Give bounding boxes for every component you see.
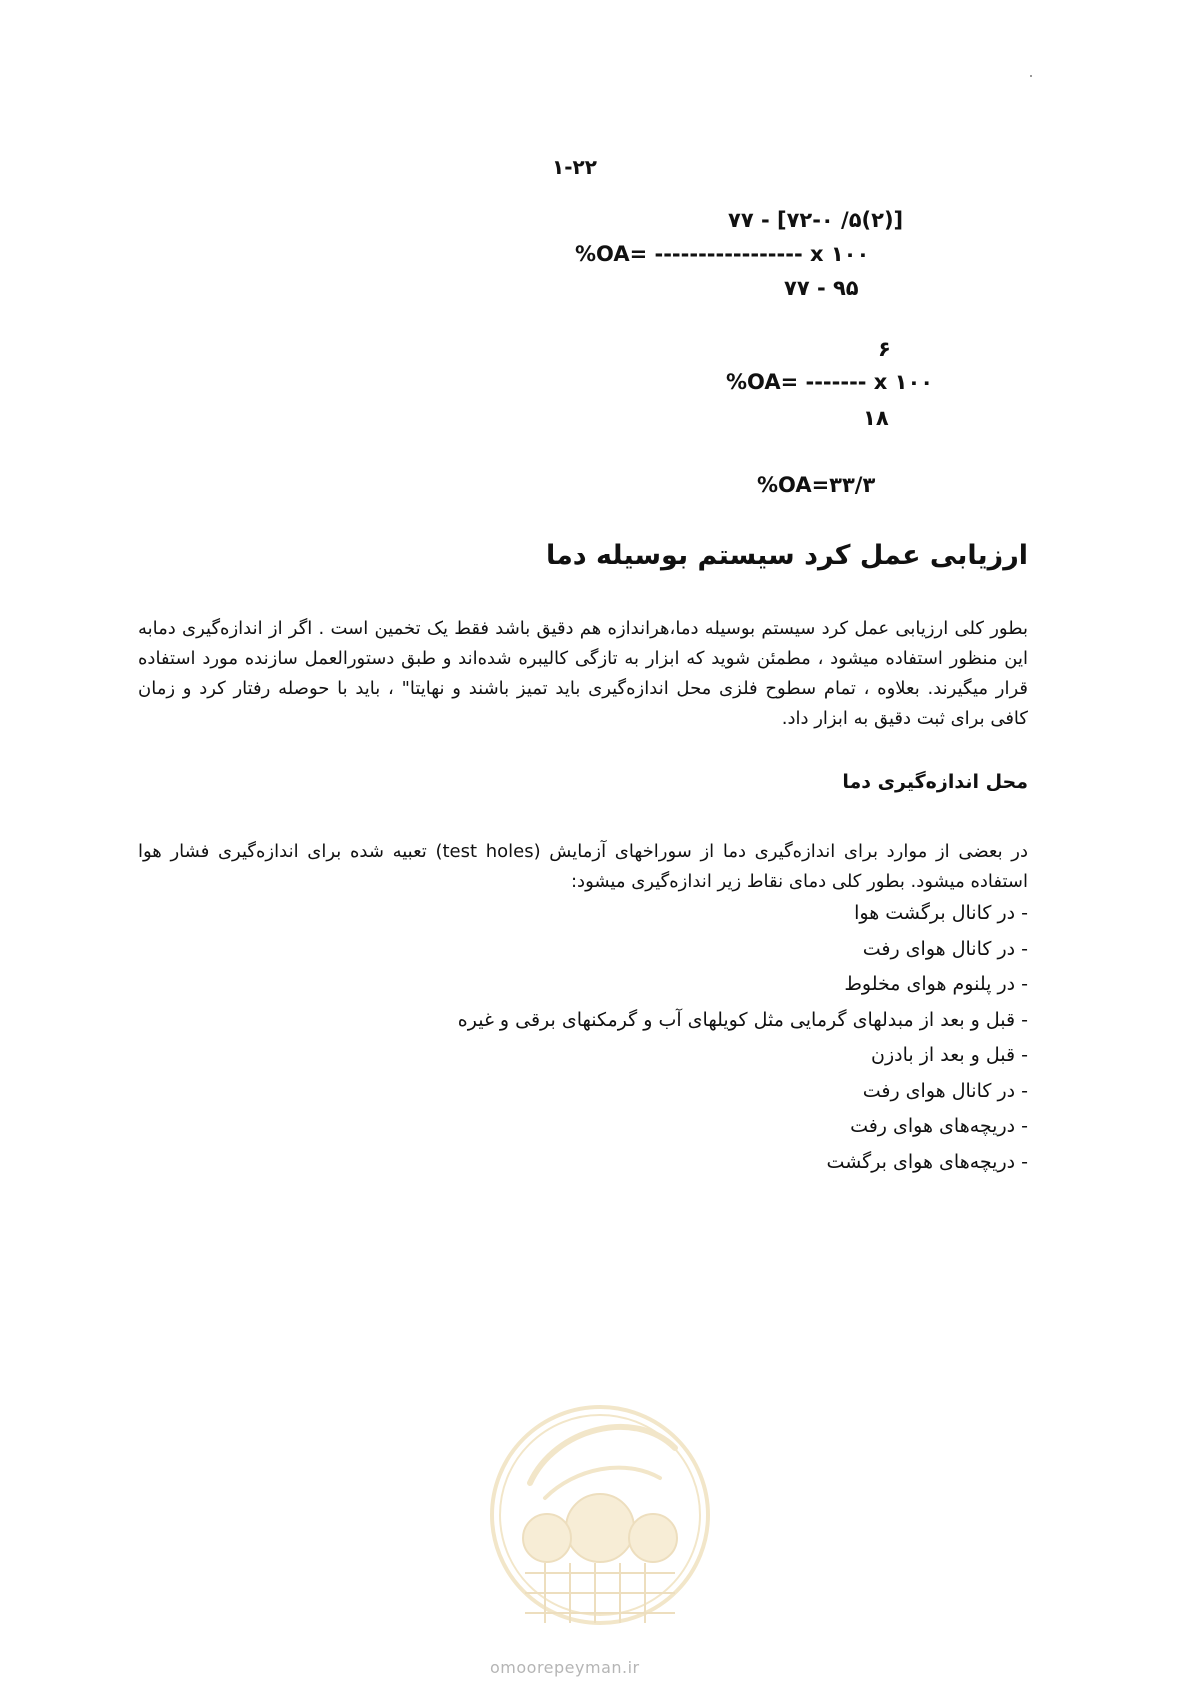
equation-number: ۱-۲۲: [552, 155, 597, 179]
list-item: - در کانال هوای رفت: [862, 1079, 1028, 1102]
watermark-logo: [485, 1388, 715, 1643]
list-item: - در پلنوم هوای مخلوط: [844, 973, 1028, 995]
section-title: ارزیابی عمل کرد سیستم بوسیله دما: [545, 540, 1028, 571]
equation2-main-line: %OA= ------- x ۱۰۰: [726, 370, 934, 394]
list-item: - در کانال برگشت هوا: [854, 902, 1028, 924]
list-item: - قبل و بعد از مبدلهای گرمایی مثل کویلهای آب و گرمکنهای برقی و غیره: [457, 1008, 1028, 1031]
equation3-result: %OA=۳۳/۳: [757, 473, 876, 497]
list-item: - در کانال هوای رفت: [862, 937, 1028, 960]
equation2-denominator: ۱۸: [863, 406, 889, 430]
gear-icon: [523, 1494, 677, 1562]
site-caption: omoorepeyman.ir: [490, 1658, 640, 1677]
list-item: - دریچه‌های هوای برگشت: [826, 1150, 1028, 1173]
list-item: - قبل و بعد از بادزن: [871, 1044, 1028, 1066]
subheading-measurement-location: محل اندازه‌گیری دما: [842, 771, 1028, 793]
equation2-numerator: ۶: [878, 337, 891, 361]
equation1-denominator: ۷۷ - ۹۵: [784, 276, 859, 300]
equation1-main-line: %OA= ----------------- x ۱۰۰: [575, 242, 870, 266]
page-speck: [1030, 75, 1032, 77]
paragraph-evaluation: بطور کلی ارزیابی عمل کرد سیستم بوسیله دما،هراندازه هم دقیق باشد فقط یک تخمین است . اگر از اندازه‌گیری دمابه این منظور استفاده میشود ، مطمئن شوید که ابزار به تازگی کالیبره شده‌اند و طبق دستورالعمل سازنده مورد استفاده قرار میگیرند. بعلاوه ، تمام سطوح فلزی محل اندازه‌گیری باید تمیز باشند و نهایتا" ، باید با حوصله رفتار کرد و زمان کافی برای ثبت دقیق به ابزار داد.: [138, 618, 1028, 729]
paragraph-measurement-points: در بعضی از موارد برای اندازه‌گیری دما از سوراخهای آزمایش (test holes) تعبیه شده برای اندازه‌گیری فشار هوا استفاده میشود. بطور کلی دمای نقاط زیر اندازه‌گیری میشود:: [138, 841, 1029, 892]
equation1-numerator: ۷۷ - [۷۲-۰ /۵(۲)]: [728, 208, 904, 232]
list-item: - دریچه‌های هوای رفت: [850, 1115, 1028, 1137]
measurement-points-list: [458, 896, 1028, 1180]
